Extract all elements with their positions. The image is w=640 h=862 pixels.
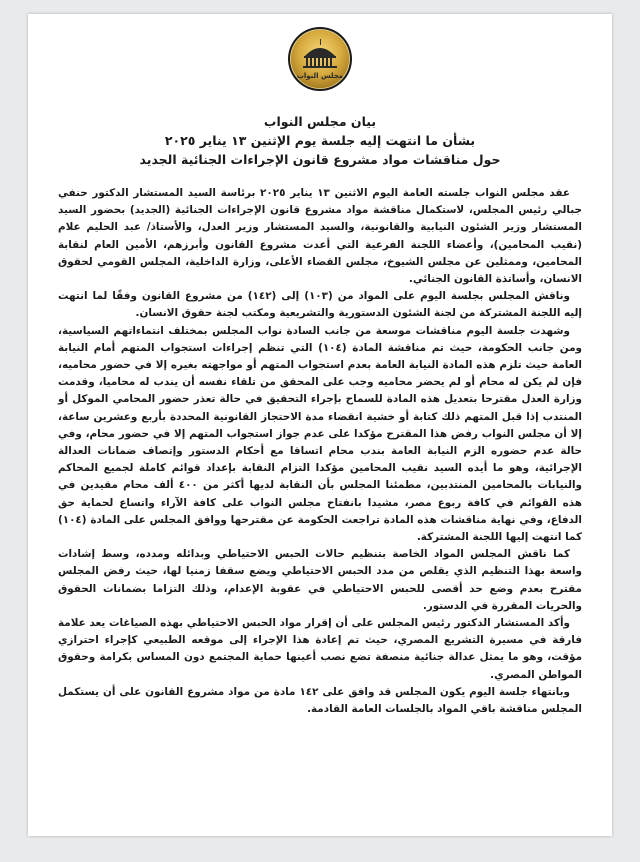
statement-title: بيان مجلس النواب (263, 114, 377, 129)
paragraph-discussions: وشهدت جلسة اليوم مناقشات موسعة من جانب السادة نواب المجلس بمختلف انتماءاتهم السياسية، ومن جانب الحكومة، حيث تم مناقشة المادة (١٠٤) التي تنظم إجراءات استجواب المتهم أمام النيابة العامة حيث تلزم هذه المادة النيابة العامة بعدم استجواب المتهم أو مواجهته بغيره إلا في حضور محاميه، فإن لم يكن له محام أو لم يحضر محاميه وجب على المحقق من تلقاء نفسه أن يندب له محاميا، وقدمت وزارة العدل مقترحا بتعديل هذه المادة للسماح بإجراء التحقيق في حالة تعذر حضور المحامي الموكل أو المنتدب إذا قبل المتهم ذلك كتابة أو خشية انقضاء مدة الاحتجاز القانونية المحددة بأربع وعشرين ساعة، إلا أن مجلس النواب رفض هذا المقترح مؤكدا على عدم جواز استجواب المتهم إلا في حضور محام، وفي حالة عدم حضوره الزم النيابة العامة بندب محام اتساقا مع أحكام الدستور وإتصاف ضمانات العدالة الإجرائية، وهو ما أيده السيد نقيب المحامين مؤكدا التزام النقابة بإعداد قوائم كاملة لجميع المحاكم والنيابات بالمحامين المنتدبين، مطمئنا المجلس بأن النقابة لديها أكثر من ٤٠٠ ألف محام مقيدين في هذه القوائم في كافة ربوع مصر، مشيدا بانفتاح مجلس النواب على كافة الآراء واتساع لحماية حق الدفاع، وفي نهاية مناقشات هذه المادة تراجعت الحكومة عن مقترحها ووافق المجلس على المادة (١٠٤) كما انتهت إليها اللجنة المشتركة. (58, 324, 582, 544)
paragraph-session: عقد مجلس النواب جلسته العامة اليوم الاثنين ١٣ يناير ٢٠٢٥ برئاسة السيد المستشار الدكتور حنفي جبالي رئيس المجلس، لاستكمال مناقشة مواد مشروع قانون الإجراءات الجنائية (الجديد) بحضور السيد المستشار وزير الشئون النيابية والقانونية، والسيد المستشار وزير العدل، والأستاذ/ عبد الحليم علام (نقيب المحامين)، وأعضاء اللجنة الفرعية التي أعدت مشروع القانون وأبرزهم، الأمين العام لنقابة المحامين، وممثلين عن مجلس الشيوخ، مجلس القضاء الأعلى، وزارة الداخلية، المجلس القومي لحقوق الانسان، وأساتذة القانون الجنائي. (58, 187, 582, 286)
statement-body (58, 185, 582, 718)
document-page (28, 14, 612, 836)
statement-titles (58, 112, 582, 169)
parliament-emblem-icon (287, 26, 353, 92)
paragraph-conclusion: وبانتهاء جلسة اليوم يكون المجلس قد وافق على ١٤٢ مادة من مواد مشروع القانون على أن يستكمل المجلس مناقشة باقي المواد بالجلسات العامة القادمة. (58, 685, 582, 716)
paragraph-speaker: وأكد المستشار الدكتور رئيس المجلس على أن إقرار مواد الحبس الاحتياطي بهذه الصياغات يعد علامة فارقة في مسيرة التشريع المصري، حيث تم إعادة هذا الإجراء إلى موقعه الطبيعي كإجراء احترازي مؤقت، وهو ما يمثل عدالة جنائية منصفة تضع نصب أعينها حماية المجتمع دون المساس بكرامة وحقوق المواطن المصري. (58, 617, 582, 681)
paragraph-detention: كما ناقش المجلس المواد الخاصة بتنظيم حالات الحبس الاحتياطي وبدائله ومدده، وسط إشادات واسعة بهذا التنظيم الذي يقلص من مدد الحبس الاحتياطي ويضع سقفا زمنيا لها، حيث رفض المجلس مقترح بعدم وضع حد أقصى للحبس الاحتياطي في عقوبة الإعدام، وذلك التزاما بضمانات الحقوق والحريات المقررة في الدستور. (58, 548, 582, 612)
logo-text: مجلس النواب (296, 72, 344, 80)
parliament-logo (287, 26, 353, 92)
paragraph-articles: وناقش المجلس بجلسة اليوم على المواد من (١٠٣) إلى (١٤٢) من مشروع القانون وفقًا لما انتهت إليه اللجنة المشتركة من لجنة الشئون الدستورية والتشريعية ومكتب لجنة حقوق الانسان. (58, 290, 582, 320)
statement-topic: حول مناقشات مواد مشروع قانون الإجراءات الجنائية الجديد (139, 152, 501, 167)
statement-subtitle: بشأن ما انتهت إليه جلسة يوم الإثنين ١٣ يناير ٢٠٢٥ (164, 133, 476, 148)
